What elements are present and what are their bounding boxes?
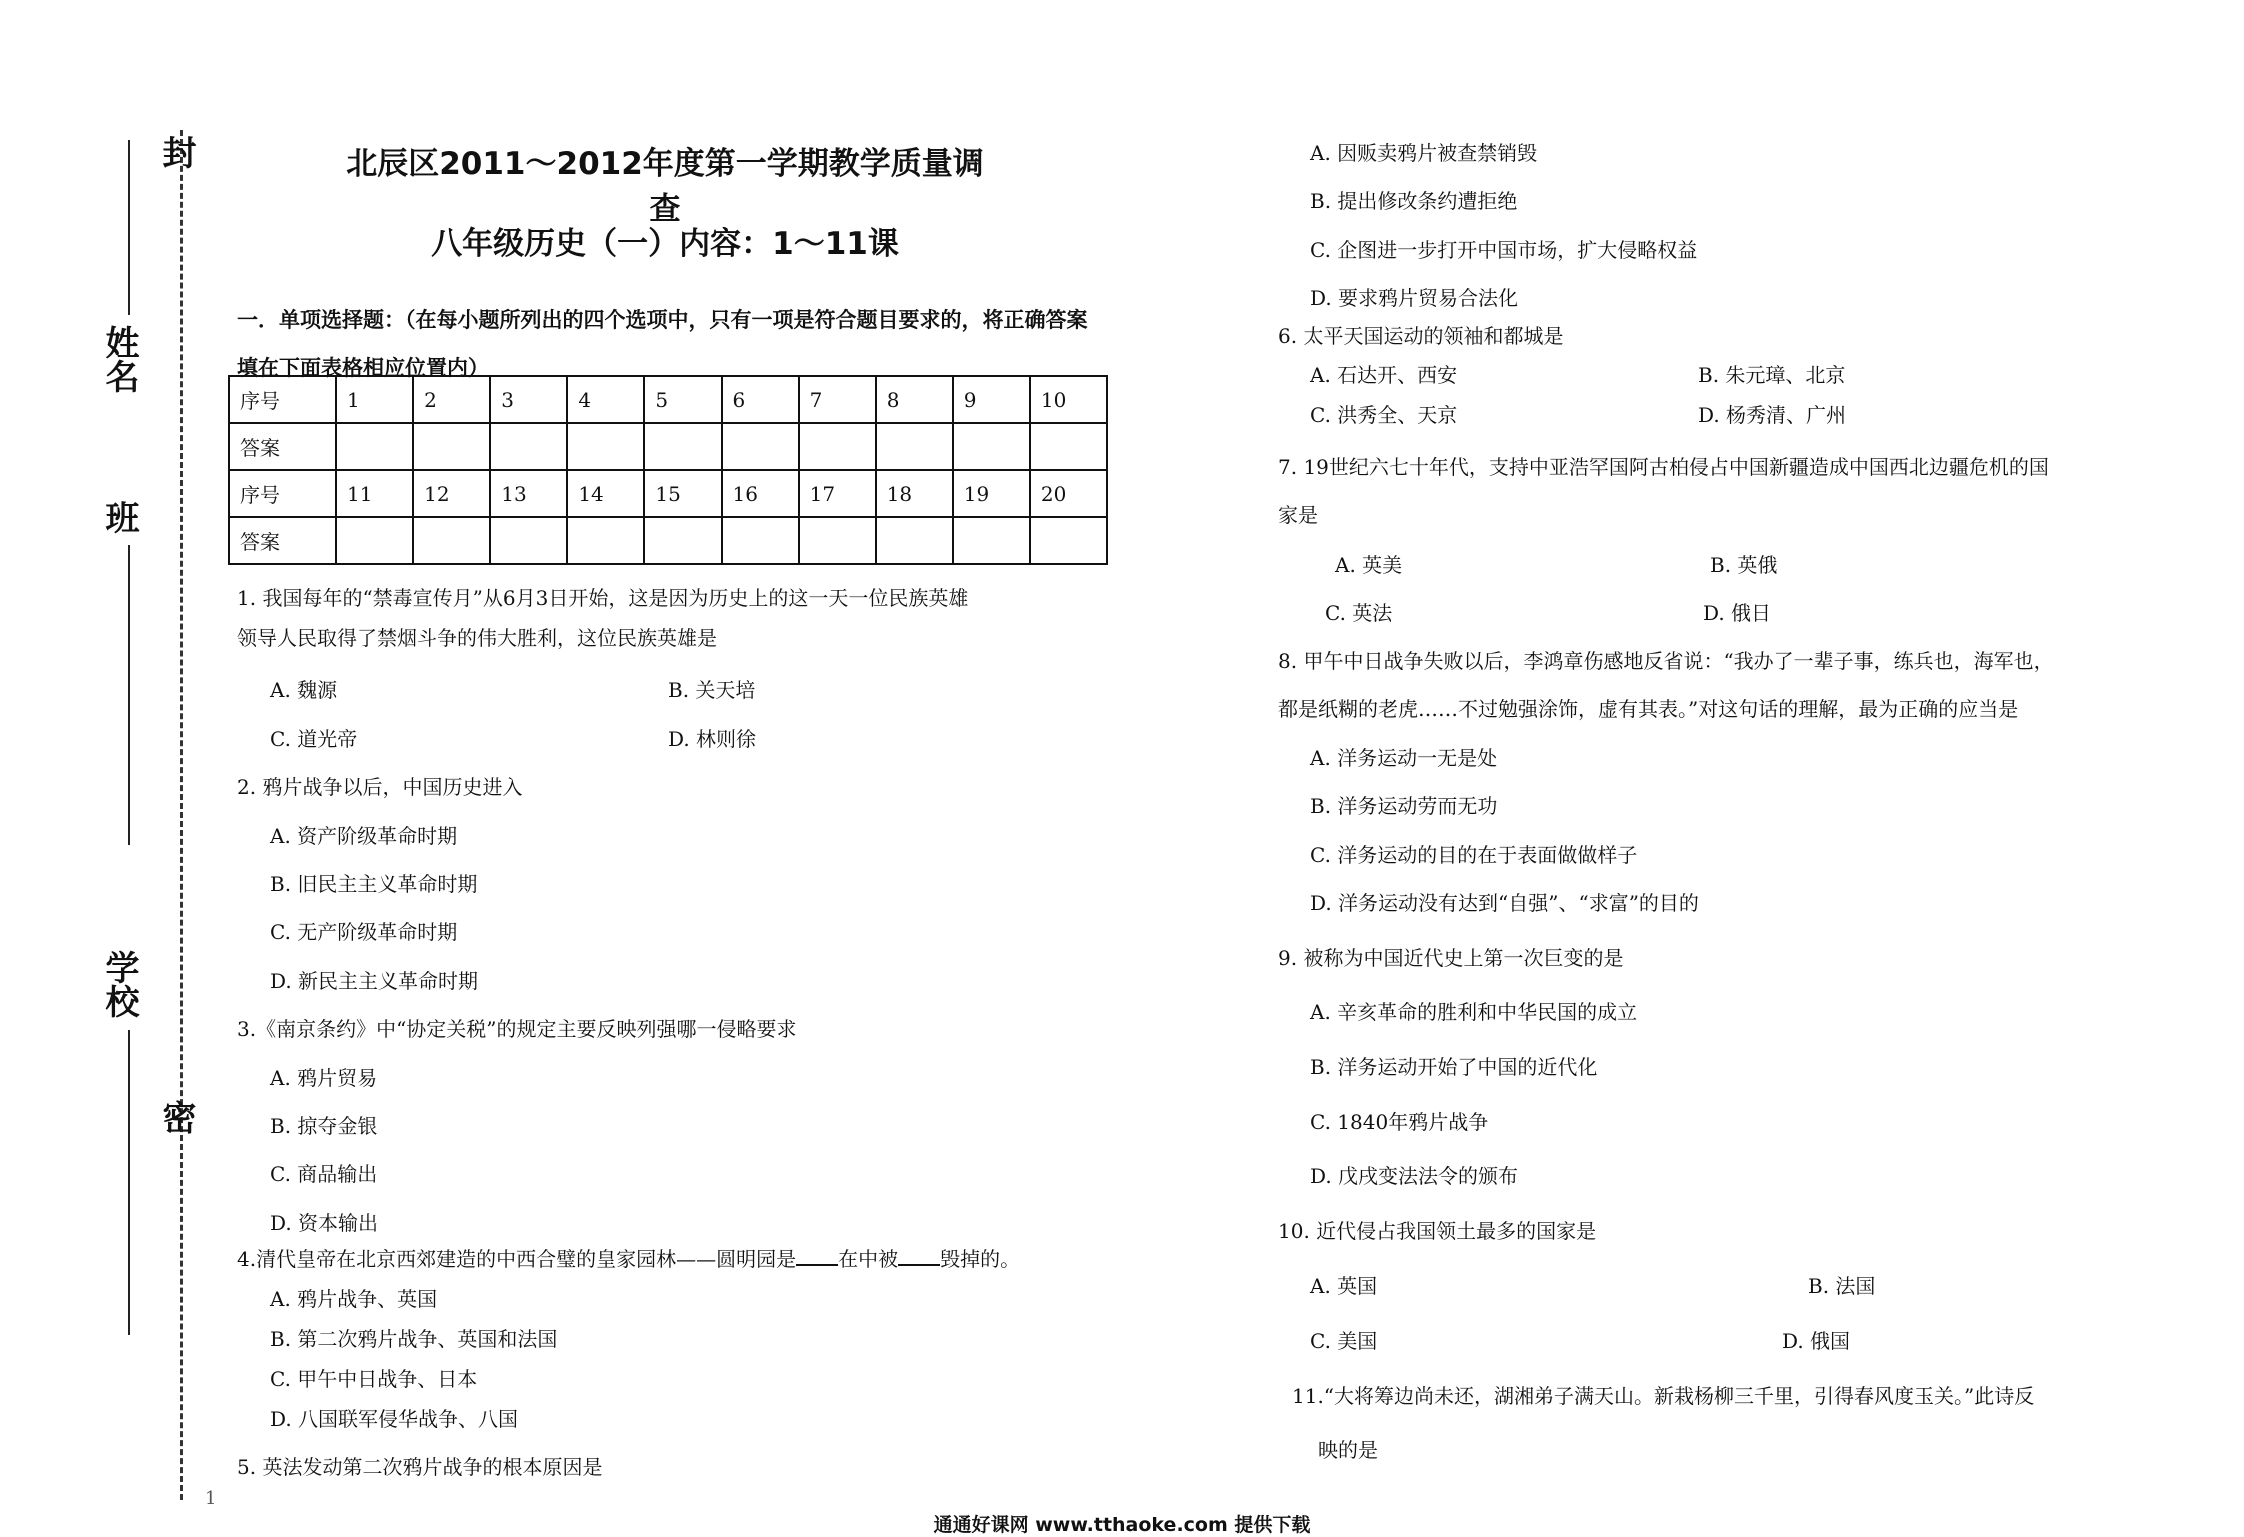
answer-cell[interactable] bbox=[490, 423, 567, 470]
question-11-line-1: 11.“大将筹边尚未还，湖湘弟子满天山。新栽杨柳三千里，引得春风度玉关。”此诗反 bbox=[1292, 1384, 2035, 1408]
answer-cell[interactable] bbox=[1030, 423, 1107, 470]
answer-cell[interactable] bbox=[490, 517, 567, 564]
option-9a: A. 辛亥革命的胜利和中华民国的成立 bbox=[1310, 1000, 1638, 1024]
row-label: 序号 bbox=[229, 470, 336, 517]
option-1d: D. 林则徐 bbox=[668, 727, 757, 751]
answer-cell[interactable] bbox=[644, 517, 721, 564]
exam-subtitle: 八年级历史（一）内容：1～11课 bbox=[431, 226, 899, 262]
option-1b: B. 关天培 bbox=[668, 678, 756, 702]
table-cell: 13 bbox=[490, 470, 567, 517]
answer-cell[interactable] bbox=[876, 423, 953, 470]
option-5a: A. 因贩卖鸦片被查禁销毁 bbox=[1310, 141, 1538, 165]
option-6a: A. 石达开、西安 bbox=[1310, 363, 1458, 387]
margin-label-mi: 密 bbox=[156, 1100, 196, 1134]
option-3d: D. 资本输出 bbox=[270, 1211, 379, 1235]
margin-label-class: 班 bbox=[99, 500, 139, 534]
answer-cell[interactable] bbox=[644, 423, 721, 470]
answer-cell[interactable] bbox=[799, 423, 876, 470]
option-7a: A. 英美 bbox=[1335, 553, 1403, 577]
option-9b: B. 洋务运动开始了中国的近代化 bbox=[1310, 1055, 1598, 1079]
option-8d: D. 洋务运动没有达到“自强”、“求富”的目的 bbox=[1310, 891, 1699, 915]
option-1c: C. 道光帝 bbox=[270, 727, 358, 751]
table-cell: 2 bbox=[413, 376, 490, 423]
exam-title: 北辰区2011～2012年度第一学期教学质量调查 bbox=[346, 146, 984, 227]
option-1a: A. 魏源 bbox=[270, 678, 338, 702]
answer-cell[interactable] bbox=[413, 423, 490, 470]
option-2d: D. 新民主主义革命时期 bbox=[270, 969, 479, 993]
option-10c: C. 美国 bbox=[1310, 1329, 1378, 1353]
question-10: 10. 近代侵占我国领土最多的国家是 bbox=[1278, 1219, 1597, 1243]
answer-blank[interactable] bbox=[796, 1246, 838, 1266]
question-4-part-1: 4.清代皇帝在北京西郊建造的中西合璧的皇家园林——圆明园是 bbox=[237, 1247, 797, 1271]
table-row-answers-2 bbox=[229, 517, 1107, 564]
question-4-part-2: 在中被 bbox=[838, 1247, 899, 1271]
class-underline bbox=[128, 545, 130, 845]
table-cell: 6 bbox=[722, 376, 799, 423]
school-underline bbox=[128, 1030, 130, 1335]
answer-cell[interactable] bbox=[953, 517, 1030, 564]
question-1-line-1: 1. 我国每年的“禁毒宣传月”从6月3日开始，这是因为历史上的这一天一位民族英雄 bbox=[237, 586, 969, 610]
question-3: 3.《南京条约》中“协定关税”的规定主要反映列强哪一侵略要求 bbox=[237, 1017, 797, 1041]
question-6: 6. 太平天国运动的领袖和都城是 bbox=[1278, 324, 1564, 348]
answer-cell[interactable] bbox=[953, 423, 1030, 470]
table-cell: 15 bbox=[644, 470, 721, 517]
answer-cell[interactable] bbox=[1030, 517, 1107, 564]
option-7d: D. 俄日 bbox=[1703, 601, 1772, 625]
table-cell: 8 bbox=[876, 376, 953, 423]
option-9c: C. 1840年鸦片战争 bbox=[1310, 1110, 1489, 1134]
question-8-line-2: 都是纸糊的老虎……不过勉强涂饰，虚有其表。”对这句话的理解，最为正确的应当是 bbox=[1278, 697, 2019, 721]
table-row-answers-1 bbox=[229, 423, 1107, 470]
table-cell: 18 bbox=[876, 470, 953, 517]
question-9: 9. 被称为中国近代史上第一次巨变的是 bbox=[1278, 946, 1624, 970]
question-7-line-2: 家是 bbox=[1278, 503, 1318, 527]
table-cell: 17 bbox=[799, 470, 876, 517]
option-5c: C. 企图进一步打开中国市场，扩大侵略权益 bbox=[1310, 238, 1698, 262]
table-cell: 7 bbox=[799, 376, 876, 423]
option-2a: A. 资产阶级革命时期 bbox=[270, 824, 458, 848]
option-4d: D. 八国联军侵华战争、八国 bbox=[270, 1407, 519, 1431]
option-6b: B. 朱元璋、北京 bbox=[1698, 363, 1846, 387]
page-edge-mark: 1 bbox=[205, 1488, 217, 1509]
answer-table bbox=[228, 375, 1108, 565]
question-7-line-1: 7. 19世纪六七十年代，支持中亚浩罕国阿古柏侵占中国新疆造成中国西北边疆危机的国 bbox=[1278, 455, 2049, 479]
answer-cell[interactable] bbox=[567, 423, 644, 470]
table-cell: 11 bbox=[336, 470, 413, 517]
option-9d: D. 戊戌变法法令的颁布 bbox=[1310, 1164, 1519, 1188]
option-7c: C. 英法 bbox=[1325, 601, 1393, 625]
table-cell: 16 bbox=[722, 470, 799, 517]
option-4b: B. 第二次鸦片战争、英国和法国 bbox=[270, 1327, 558, 1351]
table-row-numbers-1 bbox=[229, 376, 1107, 423]
answer-cell[interactable] bbox=[876, 517, 953, 564]
option-3b: B. 掠夺金银 bbox=[270, 1114, 378, 1138]
answer-cell[interactable] bbox=[336, 517, 413, 564]
option-5d: D. 要求鸦片贸易合法化 bbox=[1310, 286, 1519, 310]
table-cell: 1 bbox=[336, 376, 413, 423]
question-1-line-2: 领导人民取得了禁烟斗争的伟大胜利，这位民族英雄是 bbox=[237, 626, 717, 650]
table-cell: 14 bbox=[567, 470, 644, 517]
answer-cell[interactable] bbox=[413, 517, 490, 564]
answer-cell[interactable] bbox=[722, 423, 799, 470]
name-underline bbox=[128, 140, 130, 315]
option-7b: B. 英俄 bbox=[1710, 553, 1778, 577]
row-label: 答案 bbox=[229, 423, 336, 470]
option-4a: A. 鸦片战争、英国 bbox=[270, 1287, 438, 1311]
option-2b: B. 旧民主主义革命时期 bbox=[270, 872, 478, 896]
table-cell: 12 bbox=[413, 470, 490, 517]
option-2c: C. 无产阶级革命时期 bbox=[270, 920, 458, 944]
margin-label-school: 学校 bbox=[99, 950, 139, 1018]
row-label: 序号 bbox=[229, 376, 336, 423]
table-cell: 19 bbox=[953, 470, 1030, 517]
question-2: 2. 鸦片战争以后，中国历史进入 bbox=[237, 775, 523, 799]
table-cell: 5 bbox=[644, 376, 721, 423]
table-cell: 4 bbox=[567, 376, 644, 423]
option-3a: A. 鸦片贸易 bbox=[270, 1066, 378, 1090]
footer-source: 通通好课网 www.tthaoke.com 提供下载 bbox=[933, 1514, 1311, 1536]
option-4c: C. 甲午中日战争、日本 bbox=[270, 1367, 478, 1391]
option-3c: C. 商品输出 bbox=[270, 1162, 378, 1186]
table-cell: 9 bbox=[953, 376, 1030, 423]
option-8b: B. 洋务运动劳而无功 bbox=[1310, 794, 1498, 818]
option-5b: B. 提出修改条约遭拒绝 bbox=[1310, 189, 1518, 213]
question-4-part-3: 毁掉的。 bbox=[940, 1247, 1021, 1271]
option-6c: C. 洪秀全、天京 bbox=[1310, 403, 1458, 427]
option-8c: C. 洋务运动的目的在于表面做做样子 bbox=[1310, 843, 1638, 867]
answer-cell[interactable] bbox=[722, 517, 799, 564]
question-8-line-1: 8. 甲午中日战争失败以后，李鸿章伤感地反省说：“我办了一辈子事，练兵也，海军也， bbox=[1278, 649, 2054, 673]
margin-label-name: 姓名 bbox=[99, 325, 139, 393]
option-10b: B. 法国 bbox=[1808, 1274, 1876, 1298]
table-cell: 10 bbox=[1030, 376, 1107, 423]
question-4 bbox=[237, 1243, 1020, 1272]
answer-cell[interactable] bbox=[567, 517, 644, 564]
binding-dashed-line bbox=[180, 130, 183, 1500]
row-label: 答案 bbox=[229, 517, 336, 564]
option-6d: D. 杨秀清、广州 bbox=[1698, 403, 1847, 427]
option-10d: D. 俄国 bbox=[1782, 1329, 1851, 1353]
answer-cell[interactable] bbox=[336, 423, 413, 470]
question-11-line-2: 映的是 bbox=[1318, 1438, 1378, 1462]
margin-label-feng: 封 bbox=[156, 135, 196, 169]
section-heading: 一．单项选择题：（在每小题所列出的四个选项中，只有一项是符合题目要求的，将正确答案填在下面表格相应位置内） bbox=[237, 308, 1088, 380]
answer-blank[interactable] bbox=[898, 1246, 940, 1266]
answer-cell[interactable] bbox=[799, 517, 876, 564]
question-5: 5. 英法发动第二次鸦片战争的根本原因是 bbox=[237, 1455, 603, 1479]
option-10a: A. 英国 bbox=[1310, 1274, 1378, 1298]
table-cell: 20 bbox=[1030, 470, 1107, 517]
option-8a: A. 洋务运动一无是处 bbox=[1310, 746, 1498, 770]
table-row-numbers-2 bbox=[229, 470, 1107, 517]
table-cell: 3 bbox=[490, 376, 567, 423]
